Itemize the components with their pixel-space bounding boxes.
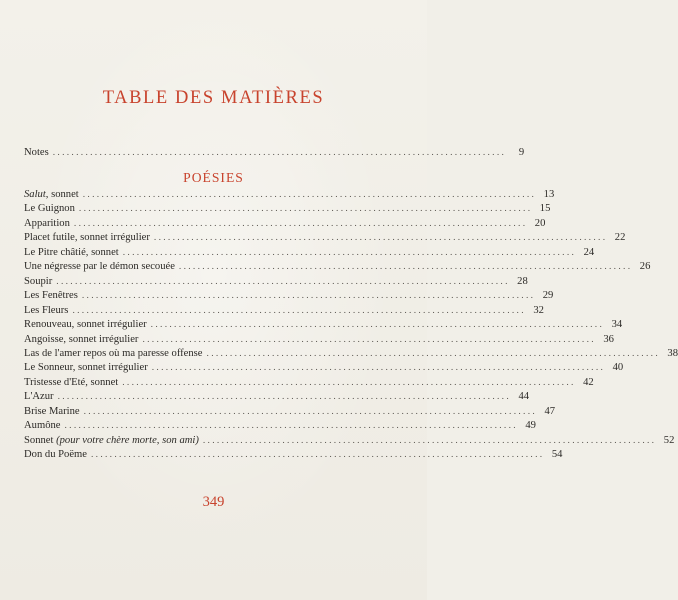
toc-entry-title-italic: (pour votre chère morte, son ami) (56, 434, 199, 446)
toc-entry-title-text: Aumône (24, 420, 61, 432)
toc-entry-title (24, 276, 52, 288)
toc-entry-title-text: Le Sonneur, sonnet irrégulier (24, 362, 148, 374)
leader-dots: ................................................................................................. (72, 305, 526, 316)
leader-dots: ................................................................................................. (81, 291, 536, 302)
leader-dots: ................................................................................................. (206, 348, 660, 359)
section-title: POÉSIES (183, 170, 244, 185)
toc-entry-title-text: Tristesse d'Eté, sonnet (24, 376, 119, 388)
leader-dots: ................................................................................................. (56, 276, 510, 287)
leader-dots: ................................................................................................. (122, 247, 577, 258)
toc-entry-page-number: 38 (667, 347, 678, 359)
toc-entry-title (24, 305, 68, 317)
toc-entry (24, 189, 555, 201)
toc-entry-title-text: Le Guignon (24, 203, 75, 215)
toc-entry-title (24, 334, 138, 346)
leader-dots: ................................................................................................. (52, 148, 507, 158)
leader-dots: ................................................................................................. (78, 204, 533, 215)
toc-entry-title (24, 319, 147, 331)
leader-dots: ................................................................................................. (83, 406, 538, 417)
leader-dots: ................................................................................................. (57, 392, 512, 403)
toc-entry (24, 217, 546, 230)
toc-entry-page-number: 29 (542, 290, 554, 302)
toc-entry-title-text: Les Fleurs (24, 304, 69, 316)
leader-dots: ................................................................................................. (142, 334, 596, 345)
toc-entry-page-number: 13 (543, 189, 555, 200)
toc-entry (24, 319, 623, 331)
toc-entry-title-text: L'Azur (24, 391, 54, 403)
page-title: TABLE DES MATIÈRES (102, 88, 325, 108)
toc-entry-title (24, 218, 70, 230)
toc-entry-title (24, 348, 203, 360)
leader-dots: ................................................................................................. (150, 320, 605, 331)
toc-entry-title (24, 406, 80, 418)
toc-entry-page-number: 20 (534, 217, 546, 229)
toc-entry (24, 347, 678, 360)
toc-entry (24, 261, 651, 273)
toc-entry-title (24, 435, 199, 447)
toc-entry-page-number: 28 (517, 275, 528, 287)
toc-entry-page-number: 34 (611, 319, 623, 331)
notes-label: Notes (24, 147, 49, 158)
toc-entry-title (24, 362, 148, 374)
toc-entry-title (24, 420, 60, 432)
toc-entry-title-text: Renouveau, sonnet irrégulier (24, 319, 147, 331)
toc-entry (24, 405, 556, 418)
toc-entry (24, 290, 554, 302)
toc-entry-title (24, 377, 118, 389)
toc-entry-page-number: 15 (539, 203, 551, 215)
toc-entry-title-text: Don du Poëme (24, 449, 87, 461)
toc-entry-title-text: Soupir (24, 275, 53, 287)
toc-entry-title-text: , sonnet (45, 189, 79, 200)
toc-entry-page-number: 52 (663, 434, 675, 446)
toc-entry (24, 333, 614, 346)
leader-dots: ................................................................................................. (73, 218, 528, 229)
toc-entry-title-text: Brise Marine (24, 405, 80, 417)
toc-entry-title-text: Sonnet (24, 434, 57, 446)
page-folio: 349 (202, 494, 225, 510)
toc-entry-page-number: 22 (614, 232, 626, 244)
toc-entry-page-number: 36 (603, 333, 614, 345)
toc-entry (24, 203, 551, 215)
toc-entry (24, 362, 624, 374)
toc-entry (24, 275, 528, 288)
toc-entry-title (24, 189, 79, 201)
toc-entry-title (24, 232, 150, 244)
toc-entry-title (24, 203, 75, 215)
toc-entry (24, 420, 536, 432)
toc-entry-page-number: 49 (525, 420, 536, 432)
toc-entry-title (24, 247, 119, 259)
toc-entry-page-number: 47 (544, 405, 556, 417)
toc-entry-page-number: 44 (518, 391, 530, 403)
toc-entry (24, 449, 563, 461)
leader-dots: ................................................................................................. (82, 190, 537, 200)
notes-entry (24, 147, 525, 159)
toc-entry (24, 246, 595, 259)
toc-entry-title-text: Las de l'amer repos où ma paresse offense (24, 347, 203, 359)
toc-entry-title-text: Angoisse, sonnet irrégulier (24, 333, 139, 345)
toc-entry-title-text: Le Pitre châtié, sonnet (24, 246, 119, 258)
toc-entry (24, 434, 675, 447)
toc-entry (24, 391, 530, 403)
toc-entry (24, 232, 626, 244)
leader-dots: ................................................................................................. (151, 363, 606, 374)
leader-dots: ................................................................................................. (122, 377, 576, 388)
toc-entry-title (24, 290, 78, 302)
leader-dots: ................................................................................................. (64, 421, 518, 432)
notes-page-number: 9 (518, 147, 525, 158)
leader-dots: ................................................................................................. (202, 435, 657, 446)
toc-entry (24, 304, 544, 317)
toc-entry-title-text: Placet futile, sonnet irrégulier (24, 232, 150, 244)
toc-entry-title-text: Les Fenêtres (24, 290, 78, 302)
toc-entry-title (24, 449, 87, 461)
leader-dots: ................................................................................................. (178, 262, 633, 273)
leader-dots: ................................................................................................. (90, 450, 545, 461)
toc-entry-title-text: Apparition (24, 217, 70, 229)
toc-entry-page-number: 26 (639, 261, 651, 273)
toc-entry-page-number: 54 (551, 449, 563, 461)
toc-entry-page-number: 40 (612, 362, 624, 374)
toc-entry (24, 376, 594, 389)
toc-entry-page-number: 42 (583, 376, 594, 388)
toc-entry-title-text: Une négresse par le démon secouée (24, 261, 175, 273)
toc-entry-title (24, 391, 54, 403)
toc-entry-page-number: 32 (533, 304, 544, 316)
leader-dots: ................................................................................................. (153, 233, 608, 244)
toc-entry-title-italic: Salut (24, 189, 46, 200)
toc-entry-page-number: 24 (583, 246, 595, 258)
toc-entry-title (24, 261, 175, 273)
